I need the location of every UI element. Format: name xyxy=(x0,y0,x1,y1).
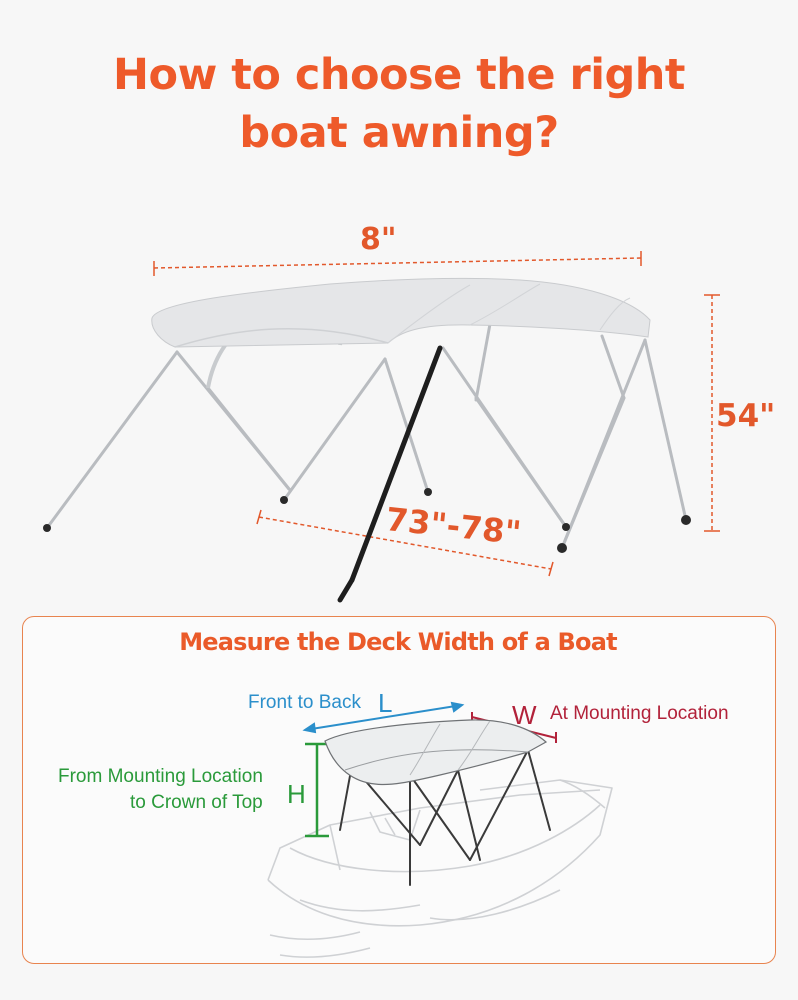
height-bar xyxy=(305,744,329,836)
panel-title: Measure the Deck Width of a Boat xyxy=(179,628,617,656)
width-letter: W xyxy=(512,700,537,730)
mounting-location-label: At Mounting Location xyxy=(550,703,729,724)
height-label-line-2: to Crown of Top xyxy=(130,792,263,813)
height-label: 54" xyxy=(716,398,776,434)
front-to-back-label: Front to Back xyxy=(248,692,361,713)
depth-label: 73"-78" xyxy=(384,500,523,552)
height-label-line-1: From Mounting Location xyxy=(58,766,263,787)
height-letter: H xyxy=(287,779,306,809)
length-letter: L xyxy=(378,688,393,718)
width-label: 8" xyxy=(360,222,397,257)
title-line-1: How to choose the right xyxy=(113,50,685,100)
title-line-2: boat awning? xyxy=(239,108,559,158)
